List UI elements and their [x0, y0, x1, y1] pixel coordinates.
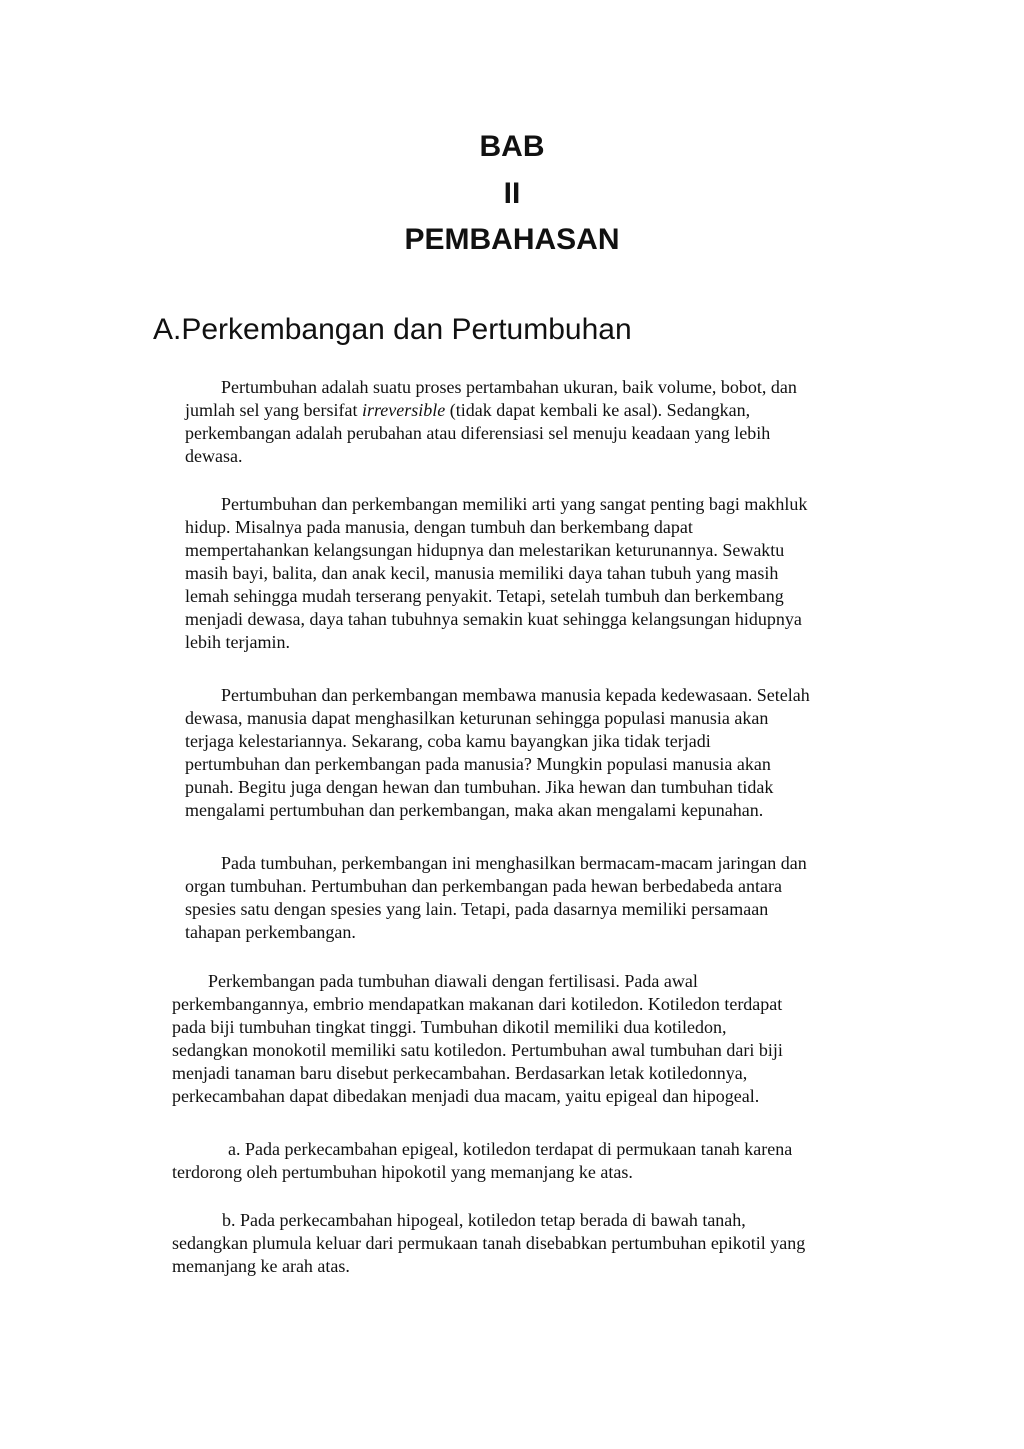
text-line: dewasa. [185, 446, 243, 466]
text-line: pertumbuhan dan perkembangan pada manusia? Mungkin populasi manusia akan [185, 754, 771, 774]
text-line: mengalami pertumbuhan dan perkembangan, maka akan mengalami kepunahan. [185, 800, 764, 820]
text-line: terdorong oleh pertumbuhan hipokotil yang memanjang ke atas. [172, 1162, 633, 1182]
text-line: Perkembangan pada tumbuhan diawali dengan fertilisasi. Pada awal [208, 971, 698, 991]
text-line: Pertumbuhan adalah suatu proses pertambahan ukuran, baik volume, bobot, dan [221, 377, 797, 397]
text-line: hidup. Misalnya pada manusia, dengan tumbuh dan berkembang dapat [185, 517, 693, 537]
text-line: dewasa, manusia dapat menghasilkan keturunan sehingga populasi manusia akan [185, 708, 769, 728]
chapter-number: II [503, 177, 521, 210]
text-line: b. Pada perkecambahan hipogeal, kotiledon tetap berada di bawah tanah, [222, 1210, 746, 1230]
text-line: Pada tumbuhan, perkembangan ini menghasilkan bermacam-macam jaringan dan [221, 853, 807, 873]
paragraph-importance [185, 493, 807, 654]
text-line [185, 399, 797, 422]
paragraph-plant-tissue [185, 852, 807, 944]
text-line: Pertumbuhan dan perkembangan memiliki arti yang sangat penting bagi makhluk [221, 494, 808, 514]
text-line: organ tumbuhan. Pertumbuhan dan perkembangan pada hewan berbedabeda antara [185, 876, 782, 896]
text-line: masih bayi, balita, dan anak kecil, manusia memiliki daya tahan tubuh yang masih [185, 563, 779, 583]
text-line: pada biji tumbuhan tingkat tinggi. Tumbuhan dikotil memiliki dua kotiledon, [172, 1017, 727, 1037]
text-line: sedangkan plumula keluar dari permukaan tanah disebabkan pertumbuhan epikotil yang [172, 1233, 806, 1253]
italic-term: irreversible [361, 400, 446, 420]
text-segment: (tidak dapat kembali ke asal). Sedangkan, [445, 400, 751, 420]
chapter-label: BAB [479, 130, 545, 163]
text-line: lemah sehingga mudah terserang penyakit. Tetapi, setelah tumbuh dan berkembang [185, 586, 784, 606]
text-line: spesies satu dengan spesies yang lain. Tetapi, pada dasarnya memiliki persamaan [185, 899, 769, 919]
paragraph-maturity [185, 684, 810, 822]
paragraph-definition [185, 376, 797, 468]
list-item-epigeal [172, 1138, 792, 1184]
text-line: memanjang ke arah atas. [172, 1256, 350, 1276]
text-line: punah. Begitu juga dengan hewan dan tumbuhan. Jika hewan dan tumbuhan tidak [185, 777, 774, 797]
text-line: perkembangan adalah perubahan atau diferensiasi sel menuju keadaan yang lebih [185, 423, 771, 443]
text-line: perkecambahan dapat dibedakan menjadi dua macam, yaitu epigeal dan hipogeal. [172, 1086, 760, 1106]
section-title: A.Perkembangan dan Pertumbuhan [153, 313, 632, 346]
text-line: menjadi dewasa, daya tahan tubuhnya semakin kuat sehingga kelangsungan hidupnya [185, 609, 802, 629]
text-line: tahapan perkembangan. [185, 922, 356, 942]
paragraph-germination [172, 970, 783, 1108]
text-line: a. Pada perkecambahan epigeal, kotiledon terdapat di permukaan tanah karena [228, 1139, 793, 1159]
text-line: sedangkan monokotil memiliki satu kotiledon. Pertumbuhan awal tumbuhan dari biji [172, 1040, 783, 1060]
text-line: mempertahankan kelangsungan hidupnya dan melestarikan keturunannya. Sewaktu [185, 540, 785, 560]
text-segment: jumlah sel yang bersifat [185, 400, 362, 420]
text-line: perkembangannya, embrio mendapatkan makanan dari kotiledon. Kotiledon terdapat [172, 994, 783, 1014]
text-line: terjaga kelestariannya. Sekarang, coba kamu bayangkan jika tidak terjadi [185, 731, 711, 751]
text-line: Pertumbuhan dan perkembangan membawa manusia kepada kedewasaan. Setelah [221, 685, 810, 705]
text-line: lebih terjamin. [185, 632, 290, 652]
chapter-title: PEMBAHASAN [404, 223, 620, 256]
list-item-hipogeal [172, 1209, 805, 1278]
text-line: menjadi tanaman baru disebut perkecambahan. Berdasarkan letak kotiledonnya, [172, 1063, 748, 1083]
